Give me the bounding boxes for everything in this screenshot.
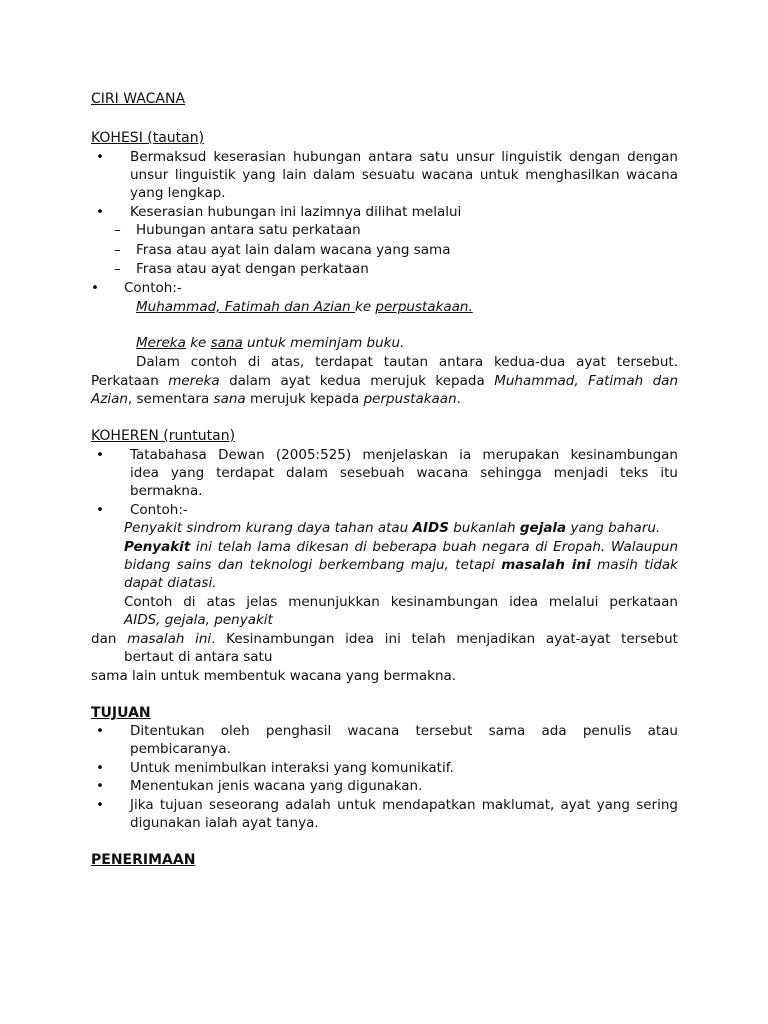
tujuan-heading: TUJUAN xyxy=(91,705,151,721)
kohesi-explanation-line-3: Azian, sementara sana merujuk kepada perpustakaan. xyxy=(91,391,461,407)
kohesi-bullet-1-line-2: unsur linguistik yang lain dalam sesuatu wacana untuk menghasilkan wacana xyxy=(130,167,678,183)
koheren-bullet-1-line-1: Tatabahasa Dewan (2005:525) menjelaskan ia merupakan kesinambungan xyxy=(130,447,678,463)
example-names: Muhammad, Fatimah dan Azian xyxy=(136,299,355,315)
koheren-example-line-1: Penyakit sindrom kurang daya tahan atau AIDS bukanlah gejala yang baharu. xyxy=(124,520,661,536)
tujuan-bullet-2: Untuk menimbulkan interaksi yang komunikatif. xyxy=(130,760,454,776)
example-rest: untuk meminjam buku. xyxy=(242,335,405,351)
kohesi-example-sentence-1 xyxy=(136,298,473,316)
koheren-explanation-line-1: Contoh di atas jelas menunjukkan kesinambungan idea melalui perkataan xyxy=(124,594,678,610)
koheren-bullet-1-line-2: idea yang terdapat dalam sesebuah wacana sehingga menjadi teks itu xyxy=(130,465,678,481)
kohesi-contoh-label: Contoh:- xyxy=(124,280,182,296)
dash-marker: – xyxy=(114,261,121,277)
example-sana: sana xyxy=(210,335,243,351)
koheren-example-line-2: Penyakit ini telah lama dikesan di beberapa buah negara di Eropah. Walaupun xyxy=(124,539,678,555)
bullet-marker: • xyxy=(96,760,104,776)
kohesi-example-sentence-2 xyxy=(136,334,404,352)
koheren-bullet-1-line-3: bermakna. xyxy=(130,483,203,499)
koheren-explanation-line-3: dan masalah ini. Kesinambungan idea ini telah menjadikan ayat-ayat tersebut xyxy=(91,631,678,647)
koheren-explanation-line-4: bertaut di antara satu xyxy=(124,649,273,665)
dash-marker: – xyxy=(114,222,121,238)
tujuan-bullet-4-line-1: Jika tujuan seseorang adalah untuk mendapatkan maklumat, ayat yang sering xyxy=(130,797,678,813)
kohesi-explanation-line-1: Dalam contoh di atas, terdapat tautan antara kedua-dua ayat tersebut. xyxy=(136,354,678,370)
tujuan-bullet-1-line-2: pembicaranya. xyxy=(130,741,231,757)
penerimaan-heading: PENERIMAAN xyxy=(91,852,196,868)
tujuan-bullet-1-line-1: Ditentukan oleh penghasil wacana tersebut sama ada penulis atau xyxy=(130,723,678,739)
bullet-marker: • xyxy=(96,797,104,813)
kohesi-dash-item-1: Hubungan antara satu perkataan xyxy=(136,222,361,238)
kohesi-dash-item-3: Frasa atau ayat dengan perkataan xyxy=(136,261,369,277)
bullet-marker: • xyxy=(96,778,104,794)
kohesi-bullet-1-line-3: yang lengkap. xyxy=(130,185,226,201)
kohesi-bullet-1-line-1: Bermaksud keserasian hubungan antara satu unsur linguistik dengan dengan xyxy=(130,149,678,165)
kohesi-bullet-2: Keserasian hubungan ini lazimnya dilihat melalui xyxy=(130,204,462,220)
kohesi-heading: KOHESI (tautan) xyxy=(91,130,205,146)
koheren-example-line-3: bidang sains dan teknologi berkembang maju, tetapi masalah ini masih tidak xyxy=(124,557,678,573)
koheren-explanation-line-2: AIDS, gejala, penyakit xyxy=(124,612,273,628)
koheren-explanation-line-5: sama lain untuk membentuk wacana yang bermakna. xyxy=(91,668,457,684)
bullet-marker: • xyxy=(96,447,104,463)
bullet-marker: • xyxy=(96,149,104,165)
page-title: CIRI WACANA xyxy=(91,91,186,107)
bullet-marker: • xyxy=(96,502,104,518)
kohesi-explanation-line-2: Perkataan mereka dalam ayat kedua merujuk kepada Muhammad, Fatimah dan xyxy=(91,373,678,389)
kohesi-dash-item-2: Frasa atau ayat lain dalam wacana yang sama xyxy=(136,242,451,258)
example-place: perpustakaan. xyxy=(375,299,473,315)
bullet-marker: • xyxy=(91,280,99,296)
bullet-marker: • xyxy=(96,204,104,220)
bullet-marker: • xyxy=(96,723,104,739)
example-ke-2: ke xyxy=(185,335,211,351)
example-mereka: Mereka xyxy=(136,335,186,351)
dash-marker: – xyxy=(114,242,121,258)
koheren-heading: KOHEREN (runtutan) xyxy=(91,428,236,444)
koheren-example-line-4: dapat diatasi. xyxy=(124,575,217,591)
tujuan-bullet-3: Menentukan jenis wacana yang digunakan. xyxy=(130,778,423,794)
koheren-contoh-label: Contoh:- xyxy=(130,502,188,518)
tujuan-bullet-4-line-2: digunakan ialah ayat tanya. xyxy=(130,815,319,831)
example-ke: ke xyxy=(355,299,372,315)
